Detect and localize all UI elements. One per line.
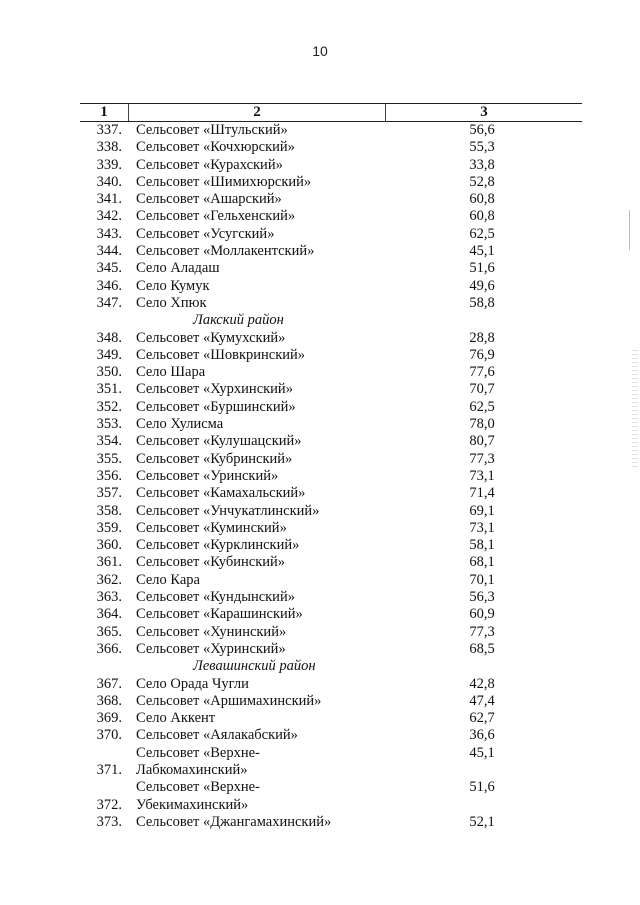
row-name: Село Хулисма [136,416,224,433]
row-name [136,779,452,814]
row-name: Сельсовет «Шимихюрский» [136,173,312,190]
page-number: 10 [312,43,328,59]
row-number: 365. [96,623,122,640]
row-number: 350. [96,364,122,381]
row-value: 36,6 [469,727,495,744]
row-value: 52,8 [469,173,495,190]
row-number: 370. [96,727,122,744]
row-number: 352. [96,398,122,415]
row-name: Сельсовет «Моллакентский» [136,243,315,260]
table-row [80,814,582,831]
row-number: 341. [96,191,122,208]
table-row [80,572,582,589]
row-number: 349. [96,346,122,363]
row-name: Сельсовет «Уринский» [136,467,279,484]
row-value: 51,6 [469,260,495,277]
row-name: Сельсовет «Курклинский» [136,537,300,554]
row-value: 56,6 [469,122,495,138]
table-row [80,399,582,416]
row-number: 358. [96,502,122,519]
table-row [80,606,582,623]
table-row [80,554,582,571]
table-row [80,624,582,641]
row-number: 367. [96,675,122,692]
section-title: Лакский район [193,312,284,329]
row-value: 62,5 [469,398,495,415]
row-number: 361. [96,554,122,571]
row-number: 345. [96,260,122,277]
row-name: Сельсовет «Гельхенский» [136,208,296,225]
row-name: Сельсовет «Усугский» [136,225,275,242]
row-name: Сельсовет «Хуринский» [136,640,286,657]
row-name: Село Орада Чугли [136,675,249,692]
row-value: 76,9 [469,346,495,363]
row-number: 369. [96,710,122,727]
row-value: 45,1 [469,744,495,761]
row-number: 343. [96,225,122,242]
row-value: 52,1 [469,813,495,830]
row-name: Село Аладаш [136,260,220,277]
table-row [80,503,582,520]
row-value: 49,6 [469,277,495,294]
row-value: 51,6 [469,779,495,796]
table-row [80,364,582,381]
table-row [80,468,582,485]
table-row [80,174,582,191]
section-title: Левашинский район [193,658,316,675]
row-name: Село Кара [136,571,200,588]
row-name: Сельсовет «Кундынский» [136,589,295,606]
row-name: Сельсовет «Аршимахинский» [136,692,322,709]
row-name-line: Убекимахинский» [136,796,249,813]
table-row [80,485,582,502]
table-body [80,122,582,831]
table-row [80,157,582,174]
table-row [80,278,582,295]
table-row [80,260,582,277]
row-name: Сельсовет «Хунинский» [136,623,287,640]
row-name: Сельсовет «Кумухский» [136,329,286,346]
row-name: Сельсовет «Камахальский» [136,485,306,502]
row-number: 356. [96,467,122,484]
row-name: Сельсовет «Буршинский» [136,398,296,415]
row-number: 364. [96,606,122,623]
row-name: Сельсовет «Карашинский» [136,606,303,623]
row-number: 355. [96,450,122,467]
row-value: 68,5 [469,640,495,657]
row-name: Сельсовет «Джангамахинский» [136,813,332,830]
row-value: 58,8 [469,294,495,311]
row-value: 68,1 [469,554,495,571]
row-name: Сельсовет «Штульский» [136,122,288,138]
row-value: 80,7 [469,433,495,450]
row-number: 372. [96,796,122,813]
row-number: 337. [96,122,122,138]
row-value: 47,4 [469,692,495,709]
row-value: 73,1 [469,519,495,536]
row-name: Сельсовет «Кочхюрский» [136,139,295,156]
row-name: Село Кумук [136,277,210,294]
row-value: 55,3 [469,139,495,156]
row-value: 77,6 [469,364,495,381]
table-row [80,139,582,156]
row-value: 70,7 [469,381,495,398]
row-value: 70,1 [469,571,495,588]
row-value: 78,0 [469,416,495,433]
table-row [80,451,582,468]
row-value: 77,3 [469,450,495,467]
table-row [80,676,582,693]
table-row [80,226,582,243]
row-number: 340. [96,173,122,190]
table-row [80,641,582,658]
row-value: 77,3 [469,623,495,640]
row-value: 58,1 [469,537,495,554]
row-value: 69,1 [469,502,495,519]
table-row [80,122,582,139]
row-number: 339. [96,156,122,173]
row-number: 360. [96,537,122,554]
row-name: Сельсовет «Шовкринский» [136,346,306,363]
row-name: Сельсовет «Куминский» [136,519,287,536]
table-header [80,103,582,122]
row-number: 353. [96,416,122,433]
row-value: 73,1 [469,467,495,484]
table-row [80,330,582,347]
table-row [80,745,582,780]
row-name: Сельсовет «Аялакабский» [136,727,298,744]
row-value: 42,8 [469,675,495,692]
table-row [80,347,582,364]
row-value: 62,5 [469,225,495,242]
row-number: 344. [96,243,122,260]
row-name: Село Шара [136,364,206,381]
row-name: Сельсовет «Курахский» [136,156,283,173]
header-col-1: 1 [80,104,129,121]
row-number: 354. [96,433,122,450]
table-row [80,433,582,450]
row-number: 346. [96,277,122,294]
table-row [80,693,582,710]
row-number: 366. [96,640,122,657]
row-value: 45,1 [469,243,495,260]
row-number: 359. [96,519,122,536]
table-row [80,537,582,554]
table-row [80,779,582,814]
table-row [80,381,582,398]
table-row [80,208,582,225]
row-number: 363. [96,589,122,606]
row-value: 60,8 [469,191,495,208]
table-row [80,520,582,537]
scan-artifact [629,210,630,250]
row-value: 62,7 [469,710,495,727]
row-number: 351. [96,381,122,398]
row-number: 347. [96,294,122,311]
row-name-line: Сельсовет «Верхне- [136,744,260,761]
row-number: 368. [96,692,122,709]
table-row [80,243,582,260]
row-number: 373. [96,813,122,830]
row-number: 348. [96,329,122,346]
scan-artifact [632,350,638,470]
row-value: 33,8 [469,156,495,173]
row-name: Сельсовет «Кубинский» [136,554,286,571]
row-name: Село Аккент [136,710,216,727]
row-name-line: Лабкомахинский» [136,761,248,778]
row-name: Село Хпюк [136,294,207,311]
row-number: 357. [96,485,122,502]
table-row [80,710,582,727]
table-row [80,295,582,312]
table-row [80,727,582,744]
row-number: 362. [96,571,122,588]
row-value: 60,8 [469,208,495,225]
row-name [136,745,452,780]
row-name: Сельсовет «Кубринский» [136,450,293,467]
row-value: 71,4 [469,485,495,502]
row-value: 60,9 [469,606,495,623]
row-number: 371. [96,761,122,778]
data-table [80,103,582,831]
row-name: Сельсовет «Хурхинский» [136,381,293,398]
row-value: 56,3 [469,589,495,606]
row-value: 28,8 [469,329,495,346]
header-col-2: 2 [129,104,386,121]
table-row [80,191,582,208]
row-name: Сельсовет «Ашарский» [136,191,282,208]
table-row [80,589,582,606]
header-col-3: 3 [480,104,488,120]
row-name: Сельсовет «Кулушацский» [136,433,302,450]
row-name-line: Сельсовет «Верхне- [136,779,260,796]
row-number: 342. [96,208,122,225]
row-number: 338. [96,139,122,156]
row-name: Сельсовет «Унчукатлинский» [136,502,320,519]
table-row [80,416,582,433]
